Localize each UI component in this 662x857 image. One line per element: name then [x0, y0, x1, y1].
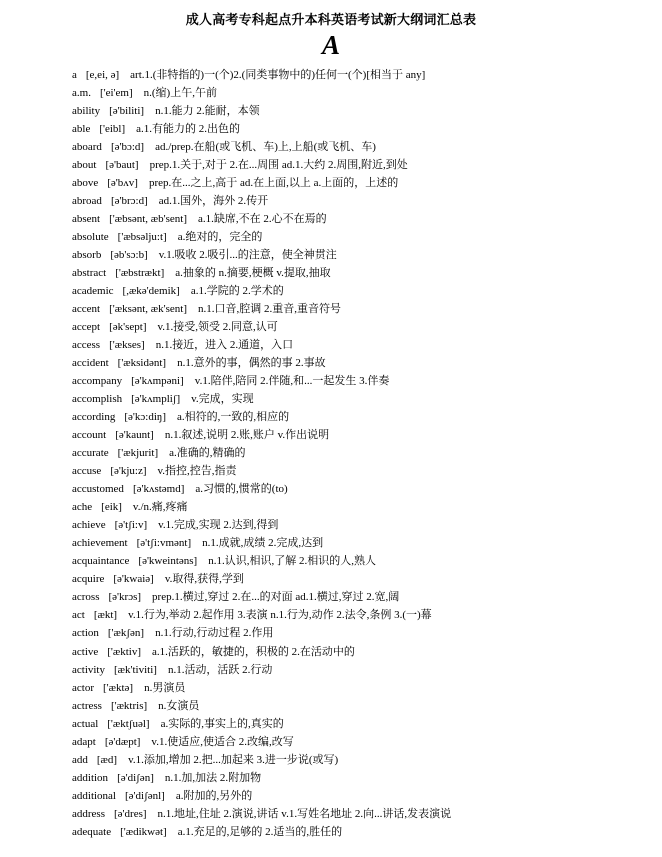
entry-definition: a.1.充足的,足够的 2.适当的,胜任的 — [177, 825, 343, 838]
vocab-entry — [72, 300, 652, 318]
entry-word: actress — [72, 699, 102, 712]
entry-definition: n.女演员 — [158, 699, 200, 712]
entry-pronunciation: ['æktʃuəl] — [107, 717, 150, 730]
entry-word: aboard — [72, 141, 102, 154]
vocab-entry — [72, 174, 652, 192]
letter-heading: A — [321, 30, 340, 60]
entry-pronunciation: ['ei'em] — [99, 87, 133, 100]
entry-definition: v./n.痛,疼痛 — [132, 501, 188, 514]
entry-word: across — [72, 591, 100, 604]
entry-definition: n.1.成就,成绩 2.完成,达到 — [202, 537, 324, 550]
vocab-entry — [72, 697, 652, 715]
vocab-entry — [72, 426, 652, 444]
entry-pronunciation: ['æbsənt, æb'sent] — [109, 213, 188, 226]
vocab-entry — [72, 246, 652, 264]
entry-definition: a.抽象的 n.摘要,梗概 v.提取,抽取 — [175, 267, 331, 280]
entry-definition: a.1.有能力的 2.出色的 — [136, 123, 241, 136]
entry-pronunciation: [ə'tʃi:v] — [114, 519, 148, 532]
vocab-entry — [72, 228, 652, 246]
vocab-entry — [72, 210, 652, 228]
entry-pronunciation: ['æktə] — [102, 681, 134, 694]
entry-word: activity — [72, 663, 105, 676]
vocab-entry — [72, 480, 652, 498]
entry-word: achieve — [72, 519, 106, 532]
vocab-entry — [72, 372, 652, 390]
entry-word: absolute — [72, 231, 109, 244]
entry-word: acquire — [72, 573, 105, 586]
entry-definition: a.实际的,事实上的,真实的 — [160, 717, 284, 730]
entry-pronunciation: [əb'sɔ:b] — [110, 249, 148, 262]
entry-definition: ad.1.国外，海外 2.传开 — [158, 195, 269, 208]
entry-definition: v.取得,获得,学到 — [164, 573, 244, 586]
entry-definition: n.1.能力 2.能耐，本领 — [155, 105, 260, 118]
vocab-entry — [72, 624, 652, 642]
vocab-entry — [72, 120, 652, 138]
entry-pronunciation: [ə'kweintəns] — [138, 555, 198, 568]
document-title: 成人高考专科起点升本科英语考试新大纲词汇总表 — [185, 13, 477, 28]
entry-word: act — [72, 609, 85, 622]
entry-word: accident — [72, 357, 109, 370]
vocab-entry — [72, 408, 652, 426]
entry-pronunciation: [ə'brɔ:d] — [110, 195, 148, 208]
entry-pronunciation: [eik] — [101, 501, 122, 514]
entry-pronunciation: [ə'kju:z] — [110, 465, 147, 478]
entry-pronunciation: [ə'kaunt] — [115, 429, 154, 442]
entry-pronunciation: [ə'baut] — [105, 159, 139, 172]
vocab-entry — [72, 516, 652, 534]
entry-word: addition — [72, 771, 109, 784]
entry-definition: n.1.口音,腔调 2.重音,重音符号 — [198, 303, 341, 316]
entry-word: actual — [72, 717, 99, 730]
vocab-entry — [72, 715, 652, 733]
entry-word: accomplish — [72, 393, 123, 406]
entry-pronunciation: [ə'kʌstəmd] — [132, 483, 185, 496]
entry-word: accompany — [72, 375, 123, 388]
entry-definition: v.1.完成,实现 2.达到,得到 — [158, 519, 279, 532]
vocab-entry — [72, 588, 652, 606]
entry-pronunciation: ['ækjurit] — [117, 447, 159, 460]
entry-word: ability — [72, 105, 101, 118]
entry-definition: prep.1.关于,对于 2.在...周围 ad.1.大约 2.周围,附近,到处 — [149, 159, 408, 172]
entry-pronunciation: ['æksənt, æk'sent] — [109, 303, 187, 316]
entry-word: above — [72, 177, 99, 190]
entry-word: able — [72, 123, 91, 136]
vocab-entry — [72, 138, 652, 156]
entry-pronunciation: ['æbstrækt] — [115, 267, 165, 280]
entry-pronunciation: [ə'bʌv] — [107, 177, 138, 190]
entry-definition: v.1.陪伴,陪同 2.伴随,和...一起发生 3.伴奏 — [194, 375, 390, 388]
entry-pronunciation: ['æksidənt] — [117, 357, 167, 370]
entry-word: additional — [72, 789, 116, 802]
entry-pronunciation: ['æktiv] — [107, 645, 142, 658]
entry-word: abroad — [72, 195, 102, 208]
entry-definition: n.1.接近，进入 2.通道，入口 — [155, 339, 294, 352]
entry-word: adequate — [72, 825, 112, 838]
entry-word: accept — [72, 321, 101, 334]
entry-definition: v.1.接受,领受 2.同意,认可 — [157, 321, 278, 334]
entry-word: access — [72, 339, 101, 352]
vocab-entry — [72, 751, 652, 769]
entry-definition: v.1.吸收 2.吸引...的注意，使全神贯注 — [158, 249, 337, 262]
entry-definition: a.习惯的,惯常的(to) — [195, 483, 288, 496]
vocab-entry — [72, 661, 652, 679]
vocab-entry — [72, 733, 652, 751]
entry-word: accent — [72, 303, 101, 316]
entry-definition: n.1.地址,住址 2.演说,讲话 v.1.写姓名地址 2.向...讲话,发表演说 — [157, 807, 452, 820]
entry-word: adapt — [72, 735, 96, 748]
entry-pronunciation: [ə'krɔs] — [108, 591, 142, 604]
entry-pronunciation: ['eibl] — [99, 123, 126, 136]
vocab-entry — [72, 66, 652, 84]
entry-definition: n.(缩)上午,午前 — [143, 87, 217, 100]
entry-pronunciation: ['ækʃən] — [107, 627, 145, 640]
entry-word: add — [72, 753, 88, 766]
vocabulary-list — [72, 66, 652, 841]
entry-pronunciation: [ə'diʃən] — [117, 771, 154, 784]
entry-definition: a.1.缺席,不在 2.心不在焉的 — [198, 213, 327, 226]
entry-pronunciation: [ə'bɔ:d] — [110, 141, 145, 154]
entry-word: accuse — [72, 465, 102, 478]
vocab-entry — [72, 570, 652, 588]
entry-pronunciation: ['æktris] — [110, 699, 148, 712]
entry-definition: v.1.行为,举动 2.起作用 3.表演 n.1.行为,动作 2.法令,条例 3.(一)幕 — [128, 609, 432, 622]
entry-word: abstract — [72, 267, 107, 280]
vocab-entry — [72, 102, 652, 120]
vocab-entry — [72, 84, 652, 102]
entry-definition: n.1.加,加法 2.附加物 — [164, 771, 262, 784]
entry-definition: n.男演员 — [144, 681, 186, 694]
vocab-entry — [72, 264, 652, 282]
entry-word: actor — [72, 681, 94, 694]
entry-pronunciation: [ə'kʌmpliʃ] — [131, 393, 181, 406]
entry-pronunciation: [æd] — [96, 753, 118, 766]
entry-pronunciation: [,ækə'demik] — [122, 285, 180, 298]
entry-definition: a.1.学院的 2.学术的 — [190, 285, 284, 298]
entry-pronunciation: ['æbsəlju:t] — [117, 231, 167, 244]
entry-definition: v.1.添加,增加 2.把...加起来 3.进一步说(或写) — [128, 753, 339, 766]
entry-pronunciation: [ə'kwaiə] — [113, 573, 154, 586]
entry-word: absorb — [72, 249, 102, 262]
entry-pronunciation: [e,ei, ə] — [85, 69, 120, 81]
entry-pronunciation: [ækt] — [93, 609, 118, 622]
entry-word: about — [72, 159, 97, 172]
vocab-entry — [72, 606, 652, 624]
entry-definition: v.完成，实现 — [191, 393, 254, 406]
vocab-entry — [72, 805, 652, 823]
vocab-entry — [72, 354, 652, 372]
vocab-entry — [72, 679, 652, 697]
entry-definition: n.1.活动，活跃 2.行动 — [167, 663, 273, 676]
entry-definition: a.绝对的，完全的 — [177, 231, 263, 244]
entry-word: account — [72, 429, 107, 442]
vocab-entry — [72, 552, 652, 570]
entry-word: active — [72, 645, 99, 658]
entry-definition: a.相符的,一致的,相应的 — [177, 411, 290, 424]
entry-word: ache — [72, 501, 93, 514]
entry-definition: a.附加的,另外的 — [175, 789, 253, 802]
entry-word: accurate — [72, 447, 109, 460]
entry-definition: v.1.使适应,使适合 2.改编,改写 — [151, 735, 294, 748]
entry-word: address — [72, 807, 105, 820]
entry-word: academic — [72, 285, 114, 298]
entry-pronunciation: ['ækses] — [109, 339, 145, 352]
entry-definition: prep.1.横过,穿过 2.在...的对面 ad.1.横过,穿过 2.宽,阔 — [152, 591, 400, 604]
entry-word: achievement — [72, 537, 128, 550]
entry-pronunciation: [ə'biliti] — [109, 105, 145, 118]
entry-definition: art.1.(非特指的)一(个)2.(同类事物中的)任何一(个)[相当于 any] — [130, 69, 426, 81]
vocab-entry — [72, 282, 652, 300]
entry-definition: prep.在...之上,高于 ad.在上面,以上 a.上面的，上述的 — [148, 177, 399, 190]
entry-definition: n.1.认识,相识,了解 2.相识的人,熟人 — [208, 555, 376, 568]
vocab-entry — [72, 336, 652, 354]
entry-definition: ad./prep.在船(或飞机、车)上,上船(或飞机、车) — [155, 141, 376, 154]
vocab-entry — [72, 156, 652, 174]
entry-definition: n.1.意外的事，偶然的事 2.事故 — [177, 357, 326, 370]
entry-pronunciation: [ək'sept] — [109, 321, 147, 334]
vocab-entry — [72, 534, 652, 552]
vocab-entry — [72, 390, 652, 408]
entry-word: action — [72, 627, 99, 640]
vocab-entry — [72, 318, 652, 336]
entry-word: a.m. — [72, 87, 91, 100]
entry-pronunciation: [æk'tiviti] — [114, 663, 157, 676]
entry-pronunciation: [ə'dres] — [114, 807, 147, 820]
entry-definition: a.1.活跃的，敏捷的，积极的 2.在活动中的 — [152, 645, 355, 658]
entry-pronunciation: [ə'kɔ:diŋ] — [124, 411, 167, 424]
vocab-entry — [72, 192, 652, 210]
entry-word: acquaintance — [72, 555, 130, 568]
entry-pronunciation: [ə'diʃənl] — [125, 789, 165, 802]
entry-definition: v.指控,控告,指责 — [157, 465, 237, 478]
vocab-entry — [72, 462, 652, 480]
vocab-entry — [72, 643, 652, 661]
entry-pronunciation: ['ædikwət] — [120, 825, 167, 838]
entry-word: a — [72, 69, 77, 81]
entry-definition: a.准确的,精确的 — [169, 447, 246, 460]
vocab-entry — [72, 769, 652, 787]
vocab-entry — [72, 787, 652, 805]
entry-word: accustomed — [72, 483, 124, 496]
entry-definition: n.1.行动,行动过程 2.作用 — [155, 627, 274, 640]
entry-word: absent — [72, 213, 101, 226]
vocab-entry — [72, 823, 652, 841]
vocab-entry — [72, 444, 652, 462]
entry-pronunciation: [ə'tʃi:vmənt] — [136, 537, 192, 550]
entry-definition: n.1.叙述,说明 2.账,账户 v.作出说明 — [164, 429, 330, 442]
entry-pronunciation: [ə'kʌmpəni] — [131, 375, 184, 388]
entry-pronunciation: [ə'dæpt] — [104, 735, 141, 748]
entry-word: according — [72, 411, 116, 424]
vocab-entry — [72, 498, 652, 516]
